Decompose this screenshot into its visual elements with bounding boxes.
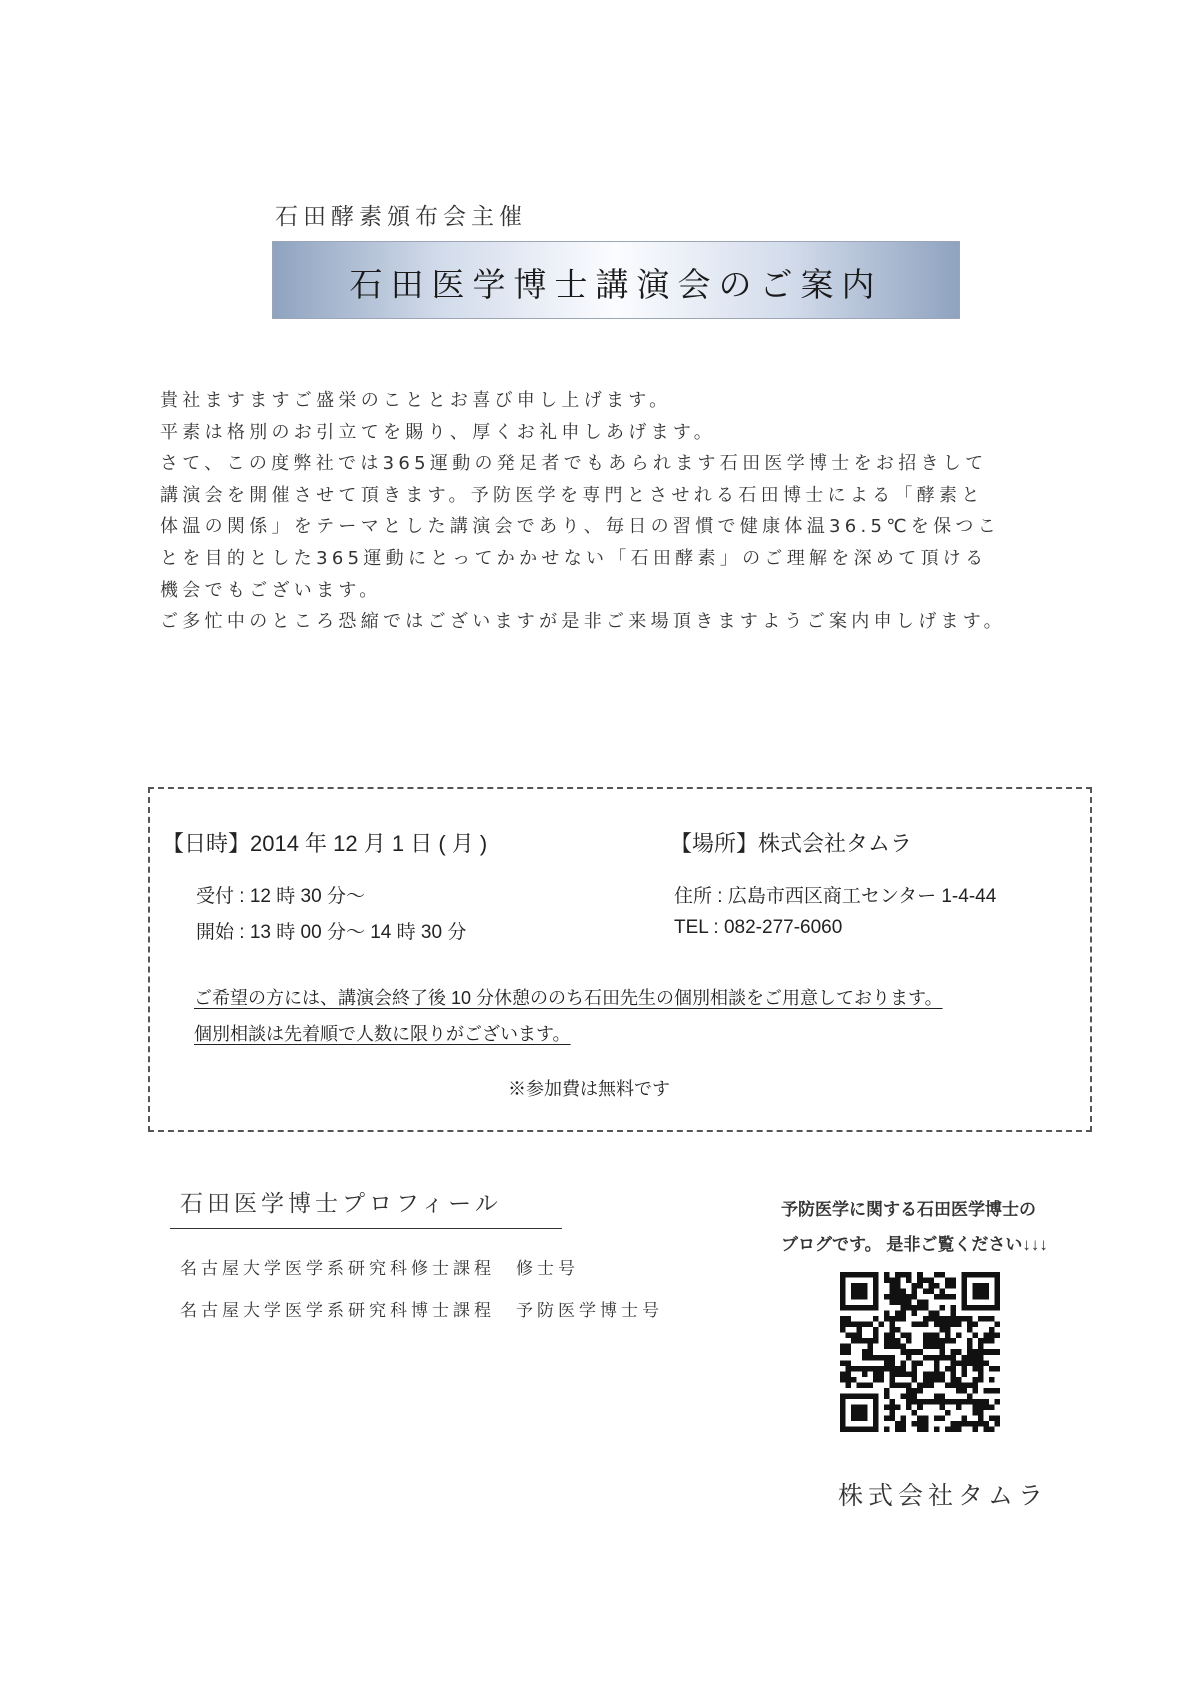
venue-address: 住所 : 広島市西区商工センター 1-4-44 [674, 886, 997, 907]
datetime-heading: 【日時】2014 年 12 月 1 日 ( 月 ) [162, 831, 488, 856]
blog-caption: 予防医学に関する石田医学博士の [781, 1200, 1036, 1219]
organizer-label: 石田酵素頒布会主催 [275, 204, 527, 230]
page-title: 石田医学博士講演会のご案内 [349, 265, 883, 304]
intro-line: 講演会を開催させて頂きます。予防医学を専門とさせれる石田博士による「酵素と [160, 484, 984, 506]
title-banner [272, 241, 960, 319]
intro-line: 平素は格別のお引立てを賜り、厚くお礼申しあげます。 [160, 421, 717, 443]
fee-note: ※参加費は無料です [508, 1079, 670, 1099]
reception-time: 受付 : 12 時 30 分～ [196, 886, 365, 907]
intro-line: ご多忙中のところ恐縮ではございますが是非ご来場頂きますようご案内申しげます。 [160, 611, 1006, 633]
start-time: 開始 : 13 時 00 分～ 14 時 30 分 [196, 922, 467, 943]
venue-heading: 【場所】株式会社タムラ [670, 831, 913, 856]
qr-code-icon[interactable] [840, 1272, 1000, 1432]
profile-line: 名古屋大学医学系研究科博士課程 予防医学博士号 [180, 1301, 663, 1321]
intro-line: さて、この度弊社では365運動の発足者でもあられます石田医学博士をお招きして [160, 453, 988, 475]
intro-line: 貴社ますますご盛栄のこととお喜び申し上げます。 [160, 390, 672, 411]
profile-title: 石田医学博士プロフィール [170, 1185, 562, 1229]
venue-tel: TEL : 082-277-6060 [674, 917, 843, 938]
profile-line: 名古屋大学医学系研究科修士課程 修士号 [180, 1259, 579, 1279]
intro-line: 機会でもございます。 [160, 579, 382, 601]
intro-text [160, 385, 1090, 638]
intro-line: 体温の関係」をテーマとした講演会であり、毎日の習慣で健康体温36.5℃を保つこ [160, 516, 1000, 538]
consultation-notice: ご希望の方には、講演会終了後 10 分休憩ののち石田先生の個別相談をご用意しております。 [194, 988, 943, 1008]
company-name: 株式会社タムラ [838, 1481, 1049, 1510]
blog-caption: ブログです。 是非ご覧ください↓↓↓ [781, 1235, 1048, 1254]
event-info-box [148, 787, 1092, 1132]
intro-line: とを目的とした365運動にとってかかせない「石田酵素」のご理解を深めて頂ける [160, 547, 988, 569]
consultation-limit-notice: 個別相談は先着順で人数に限りがございます。 [194, 1024, 571, 1044]
